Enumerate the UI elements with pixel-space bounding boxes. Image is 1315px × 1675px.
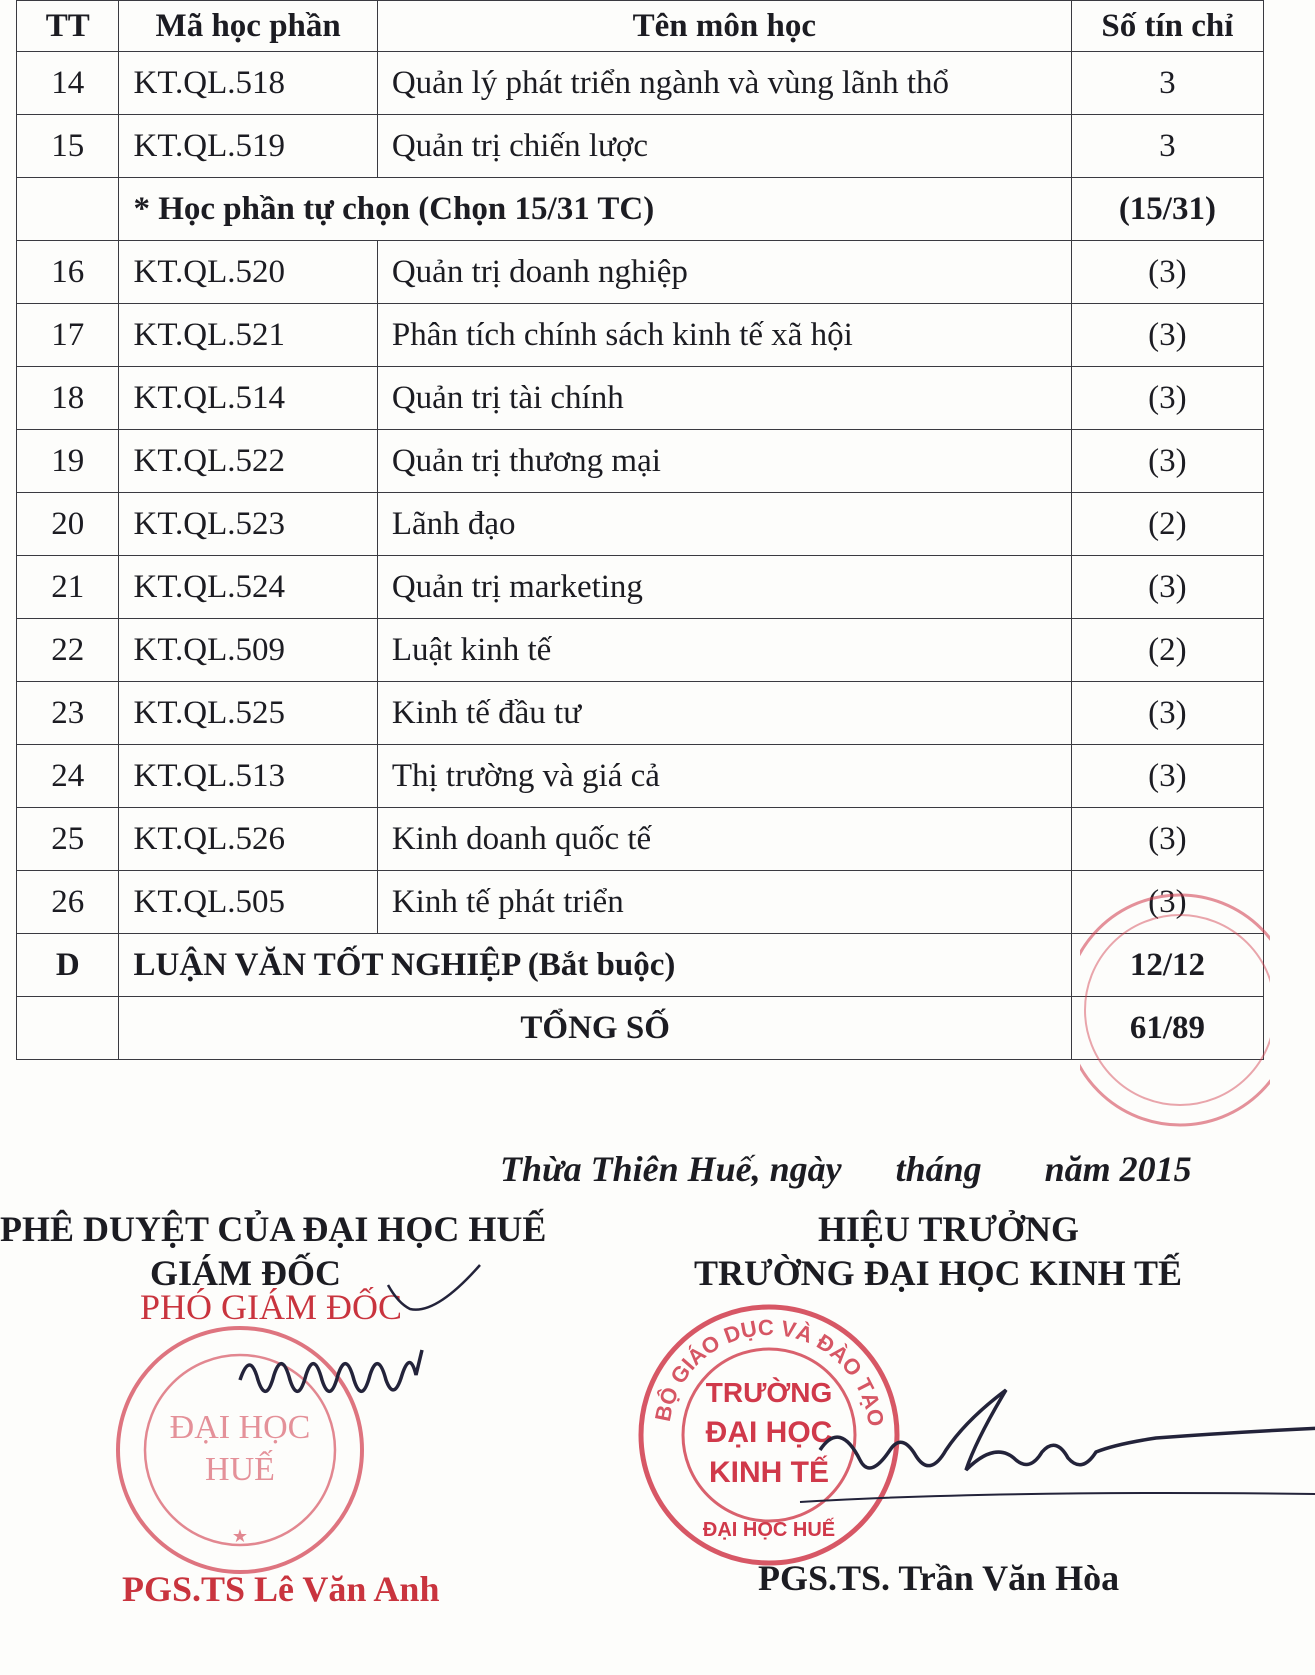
table-row <box>17 304 1264 367</box>
row-tt: 18 <box>17 367 119 430</box>
table-row <box>17 241 1264 304</box>
header-name: Tên môn học <box>377 1 1071 52</box>
row-code: KT.QL.509 <box>119 619 377 682</box>
row-credits: (3) <box>1071 241 1263 304</box>
economics-seal-line-3: KINH TẾ <box>709 1456 829 1489</box>
row-tt: 25 <box>17 808 119 871</box>
table-row <box>17 682 1264 745</box>
row-credits: (3) <box>1071 745 1263 808</box>
header-code: Mã học phần <box>119 1 377 52</box>
thesis-row <box>17 934 1264 997</box>
economics-seal-bottom-text: ĐẠI HỌC HUẾ <box>702 1519 836 1541</box>
total-label: TỔNG SỐ <box>119 997 1071 1060</box>
row-name: Kinh tế phát triển <box>377 871 1071 934</box>
row-code: KT.QL.522 <box>119 430 377 493</box>
table-header-row <box>17 1 1264 52</box>
row-name: Quản trị chiến lược <box>377 115 1071 178</box>
row-code: KT.QL.513 <box>119 745 377 808</box>
corner-stamp-icon <box>1080 880 1270 1140</box>
economics-seal-line-2: ĐẠI HỌC <box>705 1416 833 1449</box>
row-tt: 16 <box>17 241 119 304</box>
table-row <box>17 871 1264 934</box>
row-tt: 17 <box>17 304 119 367</box>
approval-position-stamp: PHÓ GIÁM ĐỐC <box>140 1287 403 1327</box>
row-name: Luật kinh tế <box>377 619 1071 682</box>
row-name: Quản lý phát triển ngành và vùng lãnh thổ <box>377 52 1071 115</box>
curriculum-table <box>16 0 1264 1060</box>
left-initial-tick-icon <box>380 1255 490 1315</box>
hue-seal-line-2: HUẾ <box>205 1451 275 1488</box>
total-credits: 61/89 <box>1071 997 1263 1060</box>
row-credits: (3) <box>1071 430 1263 493</box>
elective-group-credits: (15/31) <box>1071 178 1263 241</box>
row-credits: 3 <box>1071 52 1263 115</box>
row-tt: 15 <box>17 115 119 178</box>
table-row <box>17 52 1264 115</box>
row-code: KT.QL.525 <box>119 682 377 745</box>
row-tt: 20 <box>17 493 119 556</box>
approval-title: PHÊ DUYỆT CỦA ĐẠI HỌC HUẾ <box>0 1209 547 1249</box>
economics-seal-ring-text: BỘ GIÁO DỤC VÀ ĐÀO TẠO <box>649 1314 889 1429</box>
row-credits: (2) <box>1071 619 1263 682</box>
table-row <box>17 619 1264 682</box>
table-row <box>17 430 1264 493</box>
table-row <box>17 556 1264 619</box>
left-signature-icon <box>230 1340 490 1410</box>
row-code: KT.QL.523 <box>119 493 377 556</box>
svg-text:★: ★ <box>231 1526 249 1547</box>
row-credits: (3) <box>1071 682 1263 745</box>
row-name: Quản trị marketing <box>377 556 1071 619</box>
thesis-label: LUẬN VĂN TỐT NGHIỆP (Bắt buộc) <box>119 934 1071 997</box>
total-row <box>17 997 1264 1060</box>
row-code: KT.QL.521 <box>119 304 377 367</box>
row-credits: (3) <box>1071 556 1263 619</box>
header-tt: TT <box>17 1 119 52</box>
row-code: KT.QL.520 <box>119 241 377 304</box>
header-credits: Số tín chỉ <box>1071 1 1263 52</box>
economics-seal-line-1: TRƯỜNG <box>705 1377 833 1408</box>
row-credits: (3) <box>1071 367 1263 430</box>
row-name: Quản trị tài chính <box>377 367 1071 430</box>
row-tt: 24 <box>17 745 119 808</box>
row-tt: 19 <box>17 430 119 493</box>
elective-group-row <box>17 178 1264 241</box>
hue-seal-line-1: ĐẠI HỌC <box>169 1409 311 1446</box>
approval-position: GIÁM ĐỐC <box>150 1253 341 1293</box>
row-credits: (3) <box>1071 304 1263 367</box>
thesis-tt: D <box>17 934 119 997</box>
elective-tt <box>17 178 119 241</box>
row-name: Kinh tế đầu tư <box>377 682 1071 745</box>
table-row <box>17 367 1264 430</box>
row-name: Quản trị thương mại <box>377 430 1071 493</box>
row-name: Lãnh đạo <box>377 493 1071 556</box>
row-tt: 22 <box>17 619 119 682</box>
date-line: Thừa Thiên Huế, ngày tháng năm 2015 <box>500 1149 1192 1189</box>
row-credits: (2) <box>1071 493 1263 556</box>
rector-title: HIỆU TRƯỞNG <box>818 1209 1080 1249</box>
elective-group-label: * Học phần tự chọn (Chọn 15/31 TC) <box>119 178 1071 241</box>
total-tt <box>17 997 119 1060</box>
row-credits: (3) <box>1071 808 1263 871</box>
table-row <box>17 115 1264 178</box>
rector-signer: PGS.TS. Trần Văn Hòa <box>758 1558 1120 1598</box>
row-name: Quản trị doanh nghiệp <box>377 241 1071 304</box>
row-tt: 26 <box>17 871 119 934</box>
row-name: Kinh doanh quốc tế <box>377 808 1071 871</box>
row-credits: 3 <box>1071 115 1263 178</box>
row-credits: (3) <box>1071 871 1263 934</box>
approval-signer: PGS.TS Lê Văn Anh <box>122 1569 440 1609</box>
row-code: KT.QL.518 <box>119 52 377 115</box>
row-name: Phân tích chính sách kinh tế xã hội <box>377 304 1071 367</box>
table-row <box>17 493 1264 556</box>
thesis-credits: 12/12 <box>1071 934 1263 997</box>
row-name: Thị trường và giá cả <box>377 745 1071 808</box>
row-code: KT.QL.526 <box>119 808 377 871</box>
rector-school: TRƯỜNG ĐẠI HỌC KINH TẾ <box>694 1253 1183 1293</box>
row-code: KT.QL.514 <box>119 367 377 430</box>
table-row <box>17 745 1264 808</box>
row-tt: 14 <box>17 52 119 115</box>
row-code: KT.QL.505 <box>119 871 377 934</box>
row-tt: 21 <box>17 556 119 619</box>
table-row <box>17 808 1264 871</box>
row-code: KT.QL.524 <box>119 556 377 619</box>
row-tt: 23 <box>17 682 119 745</box>
right-signature-icon <box>760 1380 1315 1530</box>
row-code: KT.QL.519 <box>119 115 377 178</box>
